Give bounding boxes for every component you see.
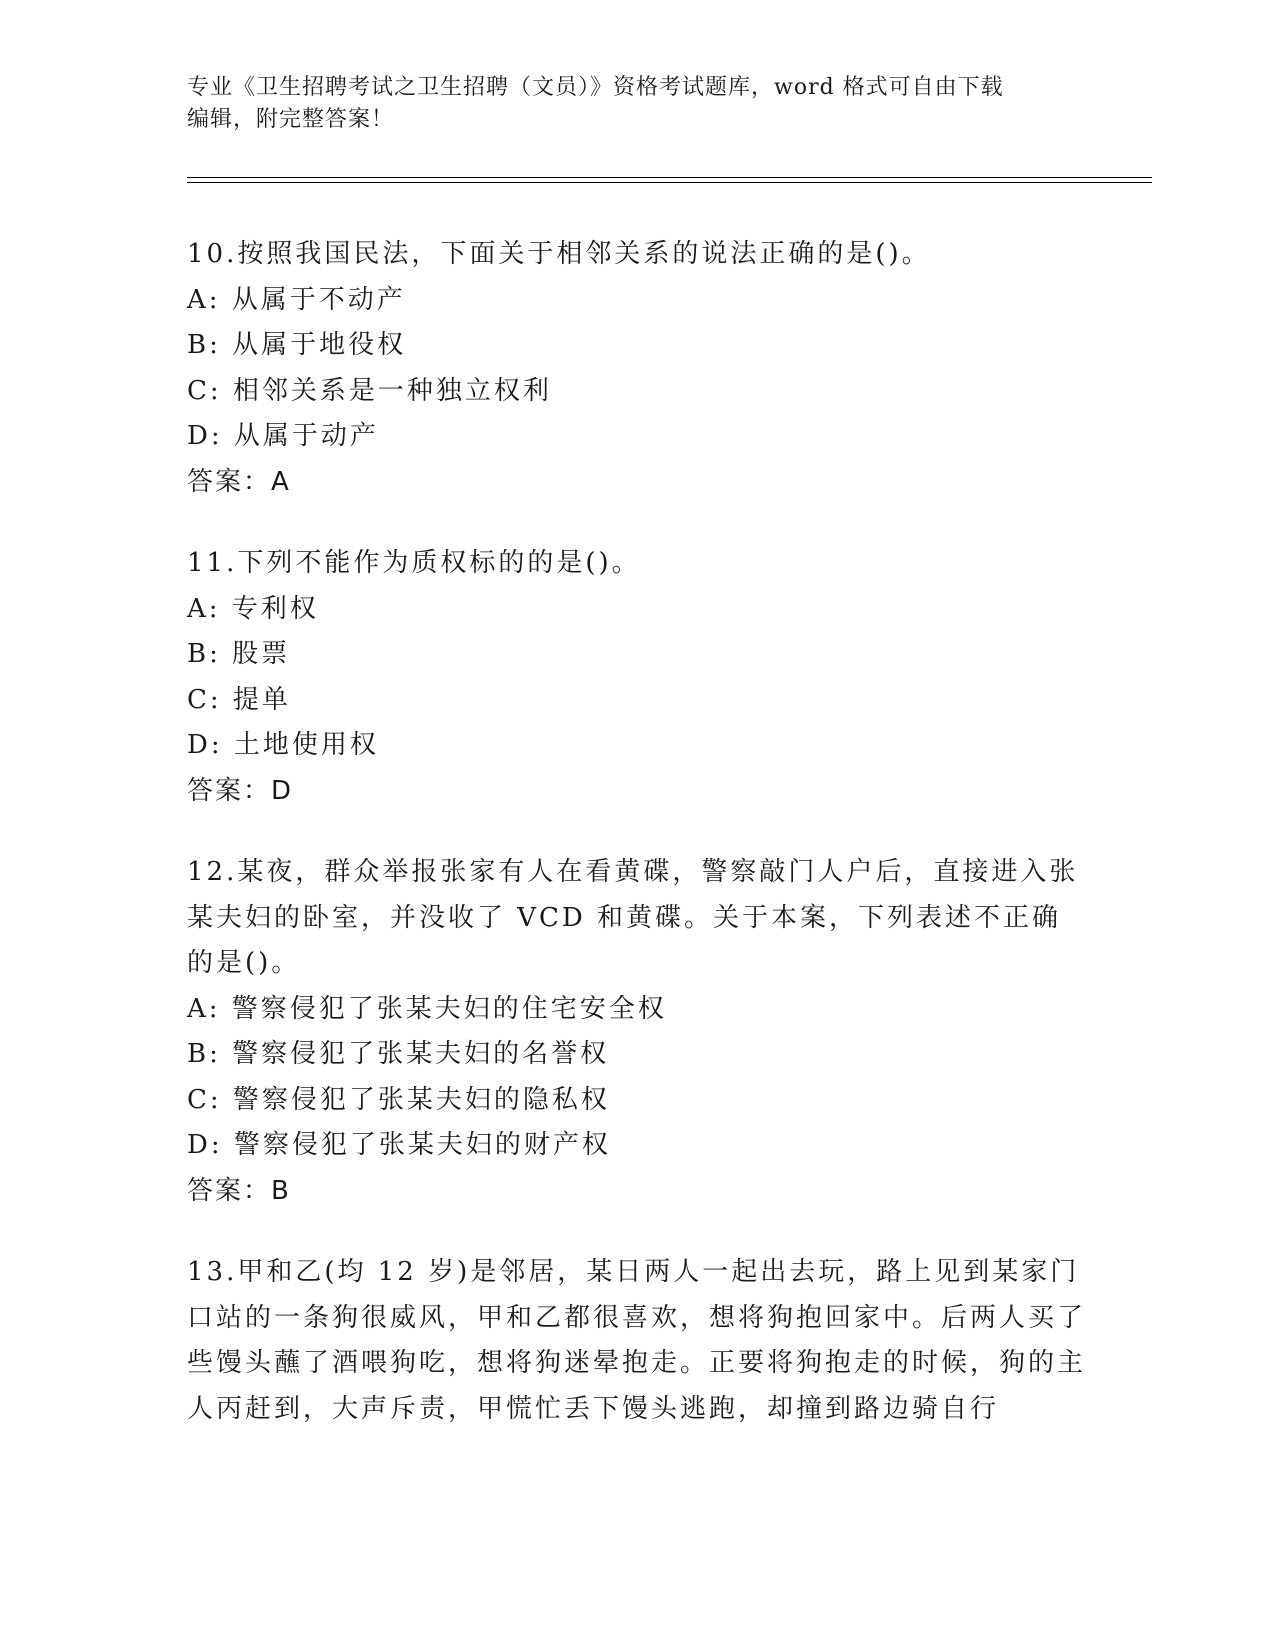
- header-divider-top: [187, 177, 1152, 178]
- question-11: [187, 541, 1087, 814]
- question-stem: 10.按照我国民法，下面关于相邻关系的说法正确的是()。: [187, 239, 931, 269]
- option-c: C: 提单: [187, 684, 291, 715]
- header-title-line-2: 编辑，附完整答案！: [187, 107, 395, 132]
- option-b: B: 从属于地役权: [187, 330, 407, 360]
- option-a: A: 警察侵犯了张某夫妇的住宅安全权: [187, 993, 667, 1024]
- question-12: [187, 850, 1087, 1214]
- question-stem: 11.下列不能作为质权标的的是()。: [187, 548, 641, 578]
- question-stem: 13.甲和乙(均 12 岁)是邻居，某日两人一起出去玩，路上见到某家门口站的一条狗很威风，甲和乙都很喜欢，想将狗抱回家中。后两人买了些馒头蘸了酒喂狗吃，想将狗迷晕抱走。正要将狗抱走的时候，狗的主人丙赶到，大声斥责，甲慌忙丢下馒头逃跑，却撞到路边骑自行: [187, 1257, 1087, 1424]
- header-divider-bottom: [187, 182, 1152, 183]
- option-a: A: 从属于不动产: [187, 284, 406, 315]
- header-title-line-1: 专业《卫生招聘考试之卫生招聘（文员）》资格考试题库，word 格式可自由下载: [187, 75, 1004, 100]
- option-d: D: 警察侵犯了张某夫妇的财产权: [187, 1130, 611, 1160]
- option-b: B: 警察侵犯了张某夫妇的名誉权: [187, 1039, 610, 1069]
- option-d: D: 从属于动产: [187, 421, 379, 451]
- question-list: [187, 232, 1087, 1468]
- question-stem: 12.某夜，群众举报张家有人在看黄碟，警察敲门人户后，直接进入张某夫妇的卧室，并没收了 VCD 和黄碟。关于本案，下列表述不正确的是()。: [187, 857, 1079, 978]
- answer-line: 答案：D: [187, 775, 294, 806]
- option-a: A: 专利权: [187, 593, 319, 624]
- answer-line: 答案：A: [187, 466, 291, 497]
- question-10: [187, 232, 1087, 505]
- document-header: [187, 72, 1087, 136]
- option-c: C: 相邻关系是一种独立权利: [187, 375, 552, 406]
- option-c: C: 警察侵犯了张某夫妇的隐私权: [187, 1084, 610, 1115]
- question-13: [187, 1250, 1087, 1432]
- answer-line: 答案：B: [187, 1175, 291, 1206]
- option-d: D: 土地使用权: [187, 730, 379, 760]
- option-b: B: 股票: [187, 639, 291, 669]
